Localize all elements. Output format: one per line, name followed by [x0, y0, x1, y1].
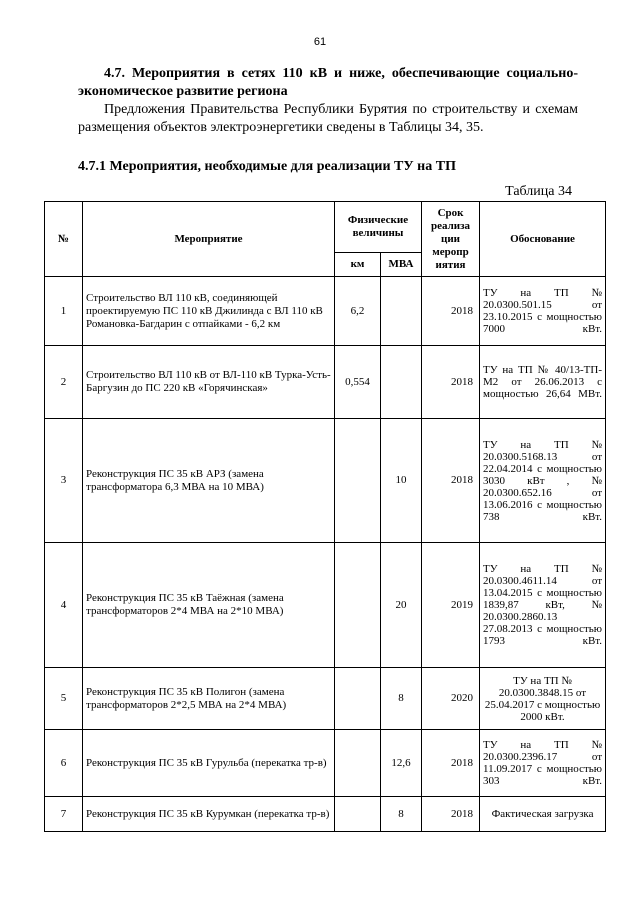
cell-year: 2018	[422, 277, 480, 346]
cell-year: 2020	[422, 668, 480, 730]
cell-km	[335, 543, 381, 668]
table-row	[45, 797, 606, 832]
cell-num: 5	[45, 668, 83, 730]
table-row	[45, 730, 606, 797]
cell-measure: Реконструкция ПС 35 кВ Полигон (замена трансформаторов 2*2,5 МВА на 2*4 МВА)	[83, 668, 335, 730]
table-caption: Таблица 34	[505, 184, 572, 199]
header-term: Срок реализа ции меропр иятия	[422, 202, 480, 277]
header-measure: Мероприятие	[83, 202, 335, 277]
cell-km	[335, 730, 381, 797]
cell-justification: ТУ на ТП № 20.0300.501.15 от 23.10.2015 с мощностью 7000 кВт.	[480, 277, 606, 346]
cell-mva: 20	[381, 543, 422, 668]
cell-km	[335, 419, 381, 543]
cell-justification: ТУ на ТП № 20.0300.2396.17 от 11.09.2017 с мощностью 303 кВт.	[480, 730, 606, 797]
header-justification: Обоснование	[480, 202, 606, 277]
intro-paragraph: Предложения Правительства Республики Бурятия по строительству и схемам размещения объектов электроэнергетики сведены в Таблицы 34, 35.	[78, 102, 578, 135]
cell-num: 3	[45, 419, 83, 543]
cell-mva: 12,6	[381, 730, 422, 797]
section-heading-4-7-1: 4.7.1 Мероприятия, необходимые для реализации ТУ на ТП	[78, 159, 456, 174]
cell-km: 6,2	[335, 277, 381, 346]
table-row	[45, 346, 606, 419]
cell-measure: Реконструкция ПС 35 кВ Гурульба (перекатка тр-в)	[83, 730, 335, 797]
cell-year: 2018	[422, 346, 480, 419]
cell-year: 2018	[422, 797, 480, 832]
cell-num: 2	[45, 346, 83, 419]
cell-mva: 10	[381, 419, 422, 543]
cell-mva	[381, 346, 422, 419]
cell-num: 4	[45, 543, 83, 668]
cell-justification: ТУ на ТП № 40/13-ТП-М2 от 26.06.2013 с мощностью 26,64 МВт.	[480, 346, 606, 419]
table-row	[45, 668, 606, 730]
section-heading-4-7: 4.7. Мероприятия в сетях 110 кВ и ниже, обеспечивающие социально-экономическое развитие региона	[78, 66, 578, 99]
cell-num: 6	[45, 730, 83, 797]
header-num: №	[45, 202, 83, 277]
cell-km	[335, 668, 381, 730]
cell-measure: Строительство ВЛ 110 кВ от ВЛ-110 кВ Турка-Усть-Баргузин до ПС 220 кВ «Горячинская»	[83, 346, 335, 419]
page-number: 61	[313, 36, 327, 48]
cell-justification: ТУ на ТП № 20.0300.5168.13 от 22.04.2014 с мощностью 3030 кВт , № 20.0300.652.16 от 13.06.2016 с мощностью 738 кВт.	[480, 419, 606, 543]
cell-mva: 8	[381, 797, 422, 832]
cell-justification: ТУ на ТП № 20.0300.4611.14 от 13.04.2015 с мощностью 1839,87 кВт, № 20.0300.2860.13 27.08.2013 с мощностью 1793 кВт.	[480, 543, 606, 668]
header-km: км	[335, 253, 381, 277]
cell-num: 7	[45, 797, 83, 832]
cell-km: 0,554	[335, 346, 381, 419]
cell-year: 2018	[422, 419, 480, 543]
header-mva: МВА	[381, 253, 422, 277]
table-row	[45, 419, 606, 543]
cell-justification: ТУ на ТП № 20.0300.3848.15 от 25.04.2017 с мощностью 2000 кВт.	[480, 668, 606, 730]
cell-measure: Реконструкция ПС 35 кВ АРЗ (замена трансформатора 6,3 МВА на 10 МВА)	[83, 419, 335, 543]
cell-year: 2019	[422, 543, 480, 668]
cell-num: 1	[45, 277, 83, 346]
cell-measure: Реконструкция ПС 35 кВ Таёжная (замена трансформаторов 2*4 МВА на 2*10 МВА)	[83, 543, 335, 668]
table-row	[45, 277, 606, 346]
measures-table	[44, 201, 606, 832]
cell-justification: Фактическая загрузка	[480, 797, 606, 832]
cell-measure: Реконструкция ПС 35 кВ Курумкан (перекатка тр-в)	[83, 797, 335, 832]
cell-measure: Строительство ВЛ 110 кВ, соединяющей проектируемую ПС 110 кВ Джилинда с ВЛ 110 кВ Романовка-Багдарин с отпайками - 6,2 км	[83, 277, 335, 346]
cell-year: 2018	[422, 730, 480, 797]
cell-km	[335, 797, 381, 832]
header-physical: Физические величины	[335, 202, 422, 253]
table-row	[45, 543, 606, 668]
cell-mva	[381, 277, 422, 346]
cell-mva: 8	[381, 668, 422, 730]
